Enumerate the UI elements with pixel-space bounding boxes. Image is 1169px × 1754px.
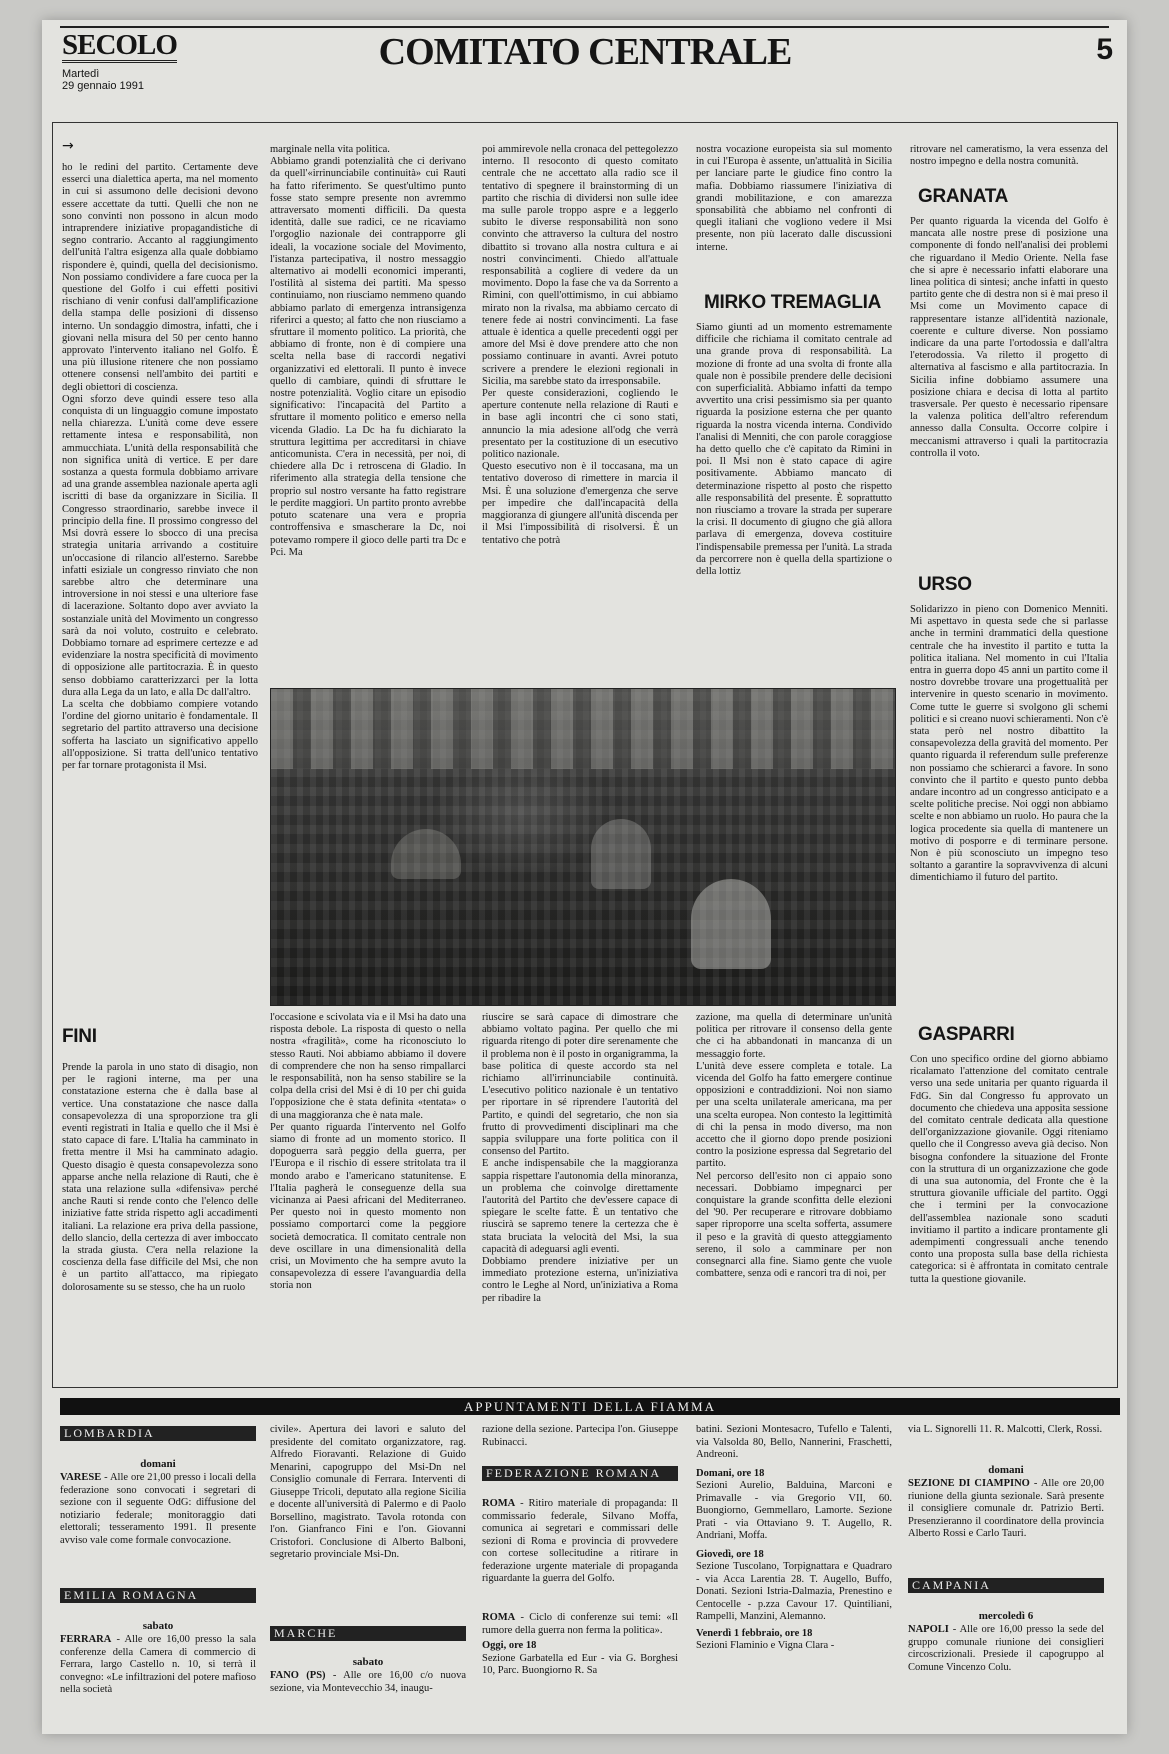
- continued-arrow-icon: →: [62, 138, 74, 154]
- appt-when: Venerdì 1 febbraio, ore 18: [696, 1627, 813, 1639]
- appt-text: - Alle ore 16,00 presso la sala conferenze della Camera di commercio di Ferrara, largo Castello n. 10, si terrà il convegno: «Le infiltrazioni del potere mafioso nella società: [60, 1634, 256, 1695]
- appt-text: - Ritiro materiale di propaganda: Il commissario federale, Silvano Moffa, comunica ai segretari e commissari delle sezioni di Roma e provincia di provvedere con cortese sollecitudine a ritirare in federazione urgente materiale di propaganda riguardante la guerra del Golfo.: [482, 1498, 678, 1584]
- article-column-3b: [482, 1012, 678, 1380]
- article-column-5-gasparri: [910, 1054, 1108, 1380]
- issue-date: [62, 68, 144, 92]
- appt-lombardia: [60, 1472, 256, 1582]
- appt-text: - Alle ore 16,00 presso la sede del gruppo comunale riunione dei consiglieri circoscrizionali. Presiede il capogruppo al Comune Vincenzo Colu.: [908, 1624, 1104, 1673]
- subhead-tremaglia: MIRKO TREMAGLIA: [704, 292, 882, 313]
- day-label: mercoledì 6: [978, 1610, 1034, 1622]
- article-col3b-text: riuscire se sarà capace di dimostrare che abbiamo voltato pagina. Per quello che mi riguarda ritengo di poter dire serenamente che il problema non è il posto in organigramma, la base politica di queste accordo sta nel richiamo all'irrinunciabile continuità. L'esecutivo politico nazionale è un tentativo per riportare in sé riprendere l'autorità del Partito, e quindi del segretario, che non sia frutto di provvedimenti disciplinari ma che sappia sviluppare una forte politica con il consenso del Partito. E anche indispensabile che la maggioranza sappia rispettare l'autonomia della minoranza, un problema che coinvolge direttamente l'autorità del Partito che dev'essere capace di spiegare le scelte fatte. È un tentativo che riuscirà se sapremo tenere la certezza che è stata bruciata la velocità del Msi, la sua capacità di adeguarsi agli eventi. Dobbiamo prendere iniziative per un immediato protezione esterna, un'iniziativa contro le Leghe al Nord, un'iniziativa a Roma per ribadire la: [482, 1012, 678, 1304]
- appt-place: ROMA: [482, 1498, 516, 1509]
- article-col4-text: nostra vocazione europeista sia sul momento in cui l'Europa è assente, un'attualità in Sicilia per lanciare parte le giudice fino contro la mafia. Dobbiamo riassumere l'iniziativa di grandi mobilitazione, e con amarezza sponsabilità che abbiamo nel confronti di quegli italiani che vogliono vedere il Msi presente, non più lacerato dalle discussioni interne.: [696, 144, 892, 253]
- appt-place: ROMA: [482, 1612, 516, 1623]
- appt-place: FERRARA: [60, 1634, 112, 1645]
- article-col1-text: ho le redini del partito. Certamente deve esserci una dialettica aperta, ma nel momento in cui si assumono delle decisioni devono essere accettate da tutti. Quelli che non ne sono convinti non possono in alcun modo intraprendere iniziative propagandistiche di segno contrario. Accanto al raggiungimento dell'unità l'altra esigenza alla quale dobbiamo rispondere è, quindi, quella del decisionismo. Non possiamo condividere a fare cuoca per la questione del Golfo i cui effetti positivi rischiano di venir confusi dall'amplificazione della stampa delle posizioni di dissenso interno. Un sondaggio dimostra, infatti, che i giovani nella misura del 50 per cento hanno approvato l'intervento italiano nel Golfo. È una più illusione ritenere che non possiamo ottenere consensi nell'ambito dei partiti e degli obiettori di coscienza. Ogni sforzo deve quindi essere teso alla conquista di un linguaggio comune impostato nella chiarezza. L'unità come deve essere rettamente intesa e responsabilità, non ammucchiata. L'unità della responsabilità che non significa unità di vertice. E per dare sostanza a questa formula dobbiamo arrivare ad una grande assemblea nazionale aperta agli iscritti di base da organizzare in Sicilia. Il Congresso straordinario, sarebbe invece il principio della fine. Il prossimo congresso del Msi dovrà essere lo sbocco di una precisa strategia unitaria arrivando a costituire un'occasione di rilancio all'esterno. Sarebbe infatti esiziale un congresso rinviato che non sarebbe altro che determinare una introversione in noi stessi e una ulteriore fase di lacerazione. Soltanto dopo aver avviato la sostanziale unità del Movimento un congresso sarà da noi voluto, costruito e celebrato. Dobbiamo tornare ad esprimere certezze e ad evidenziare la nostra specificità di movimento di opposizione alle partitocrazia. È in questo senso dobbiamo caratterizzarci per la lotta dura alla Lega da un lato, e alla Dc dall'altro. La scelta che dobbiamo compiere votando l'ordine del giorno unitario è fondamentale. Il segretario del partito attraverso una decisione sofferta ha lasciato un significativo appello all'opposizione. Si tratta dell'unico tentativo per far tornare protagonista il Msi.: [62, 162, 258, 771]
- section-title: COMITATO CENTRALE: [378, 31, 792, 73]
- appt-when: Giovedì, ore 18: [696, 1548, 764, 1560]
- article-column-5-granata: [910, 216, 1108, 562]
- photo-figure: [391, 829, 461, 879]
- region-federazione-romana: FEDERAZIONE ROMANA: [482, 1466, 678, 1481]
- article-col4b-text: Siamo giunti ad un momento estremamente difficile che richiama il comitato centrale ad una grande prova di responsabilità. La mozione di fronte ad una svolta di fronte alla quale non è possibile prendere delle decisioni con superficialità. Abbiamo infatti da tempo avvertito una crisi pessimismo sia per quanto riguarda la posizione esterna che per quanto riguarda la nostra vicenda interna. Condivido l'analisi di Menniti, che con parole coraggiose ha detto quello che c'è capitato da Rimini in poi. Il Msi non è stato capace di agire positivamente. Abbiamo mancato di determinazione rispetto al posto che rispetto alle responsabilità del presente. È soprattutto non riusciamo a trovare la strada per superare la crisi. Il documento di giugno che già allora parlava di emergenza, doveva costituire l'indispensabile premessa per l'unità. La strada da percorrere non è quella della spartizione o della lottiz: [696, 322, 892, 578]
- day-label: domani: [988, 1464, 1024, 1476]
- appt-col2: [270, 1424, 466, 1620]
- article-column-5-top: [910, 144, 1108, 184]
- subhead-granata: GRANATA: [918, 186, 1009, 207]
- article-col5-granata-text: Per quanto riguarda la vicenda del Golfo è mancata alle nostre prese di posizione una componente di fondo nell'analisi dei problemi che riguardano il Medio Oriente. Nella fase che si apre è necessario infatti elaborare una linea politica di sintesi; anche infatti in questo partito gente che di destra non si è mai preso il Msi come un Movimento capace di rappresentare istanze all'identità nazionale, coerente e culture diverse. Non possiamo indicare da una parte l'ortodossia e dall'altra l'eterodossia. Va riletto il progetto di alternativa al fascismo e alla partitocrazia. In Sicilia infine dobbiamo assumere una posizione chiara e decisa di lotta al partito trasversale. Per questo è necessario ripensare la valenza politica dell'altro referendum annesso dalla Consulta. Occorre colpire i meccanismi attraverso i quali la partitocrazia controlla il voto.: [910, 216, 1108, 459]
- article-column-5-urso: [910, 604, 1108, 1016]
- appt-text: civile». Apertura dei lavori e saluto del presidente del comitato organizzatore, rag. Alfredo Fioravanti. Relazione di Guido Menarini, capogruppo del Msi-Dn nel Consiglio comunale di Ferrara. Interventi di Giuseppe Tricoli, deputato alla regione Sicilia e docente all'università di Palermo e di Paolo Borsellino, magistrato. Tavola rotonda con l'on. Gianfranco Fini e l'on. Giovanni Cristofori. Conclusione di Alberto Balboni, segretario provinciale Msi-Dn.: [270, 1424, 466, 1560]
- appt-when: Domani, ore 18: [696, 1467, 765, 1479]
- article-col1b-text: Prende la parola in uno stato di disagio, non per le ragioni interne, ma per una constatazione esterna che è dalla base al vertice. Una constatazione che nasce dalla consapevolezza di una sproporzione tra gli eventi registrati in Italia e quello che il Msi è stato capace di fare. L'Italia ha camminato in fretta mentre il Msi ha camminato adagio. Questo disagio è questa consapevolezza sono apparse anche nella relazione di Rauti, che è stata una relazione sulla «difensiva» perché anche Rauti si rende conto che l'elenco delle iniziative fatte strida rispetto agli accadimenti italiani. La relazione era priva della passione, dello slancio, della certezza di aver imboccato la strada giusta. C'era nella relazione la coscienza della fase difficile del Msi, che non è un partito all'attacco, ma ripiegato dolorosamente su se stesso, che ha un ruolo: [62, 1062, 258, 1293]
- article-column-1b: [62, 1062, 258, 1380]
- photo-figure: [691, 879, 771, 969]
- assembly-photo: [270, 688, 896, 1006]
- appt-text: Sezione Garbatella ed Eur - via G. Borghesi 10, Parc. Buongiorno R. Sa: [482, 1652, 678, 1676]
- appt-roma-conferenze: [482, 1612, 678, 1710]
- article-column-4c: [696, 1012, 892, 1380]
- appt-text: - Alle ore 21,00 presso i locali della federazione sono convocati i segretari di sezione con il seguente OdG: diffusione del notiziario federale; monitoraggio dati elettorali; tesseramento 1991. Il presente avviso vale come formale convocazione.: [60, 1472, 256, 1546]
- appt-when: Oggi, ore 18: [482, 1640, 537, 1651]
- issue-day: Martedì: [62, 68, 100, 80]
- article-col4c-text: zazione, ma quella di determinare un'unità politica per ritrovare il consenso della gente che ci ha abbandonati in mancanza di un messaggio forte. L'unità deve essere completa e totale. La vicenda del Golfo ha fatto emergere continue opposizioni e contraddizioni. Noi non siamo per una scelta unilaterale americana, ma per una scelta europea. Non contesto la legittimità di chi la pensa in modo diverso, ma non accetto che il giorno dopo prende posizioni contro la posizione espressa dal Segretario del partito. Nel percorso dell'esito non ci appaio sono necessari. Dobbiamo impegnarci per conquistare la grande sconfitta delle elezioni del '90. Per recuperare e ritrovare dobbiamo saper riproporre una scelta sofferta, assumere il peso e la gravità di questo atteggiamento sereno, il solo a camminare per non consegnarci alla fine. Siamo gente che vuole combattere, senza odi e rancori tra di noi, per: [696, 1012, 892, 1280]
- article-col3-text: poi ammirevole nella cronaca del pettegolezzo interno. Il resoconto di questo comitato centrale che ne accettato alla radio sce il tentativo di spegnere il brainstorming di un partito che rischia di dividersi non sulle idee ma sulle parole troppo aspre e a leggerlo subito le diverse responsabilità non sono convinto che attraverso la cultura del nostro dibattito si trovano alla nostra cultura e ai nostri convincimenti. Chiedo all'attuale responsabilità a cogliere di vedere da un movimento. Dopo la fase che va da Sorrento a Rimini, con quell'ottimismo, in cui abbiamo mirato non la rivalsa, ma abbiamo cercato di tenere fede ai nostri convincimenti. La fase attuale è identica a quelle precedenti oggi per amore del Msi è dove prendere atto che non possiamo continuare in avanti. Avrei potuto scrivere a prendere le elezioni regionali in Sicilia, ma sarebbe stato da irresponsabile. Per queste considerazioni, cogliendo le aperture contenute nella relazione di Rauti e in base agli incontri che ci sono stati, annuncio la mia adesione all'odg che verrà presentato per la costituzione di un esecutivo politico nazionale. Questo esecutivo non è il toccasana, ma un tentativo doveroso di rimettere in marcia il Msi. È una soluzione d'emergenza che serve per impedire che dall'incapacità della maggioranza di giungere all'unità discenda per il Msi l'impossibilità di risolversi. È un tentativo che potrà: [482, 144, 678, 546]
- appt-text: - Alle ore 16,00 c/o nuova sezione, via Montevecchio 34, inaugu-: [270, 1670, 466, 1694]
- appt-text: - Alle ore 20,00 riunione della giunta sezionale. Sarà presente il consigliere comunale dr. Patrizio Berti. Presenzieranno il coordinatore della provincia Alberto Rossi e Carlo Tauri.: [908, 1478, 1104, 1539]
- day-label: domani: [140, 1458, 176, 1470]
- article-col5-gasparri-text: Con uno specifico ordine del giorno abbiamo ricalamato l'attenzione del comitato centrale verso una sede unitaria per quanto riguarda il FdG. Sin dal Congresso fu approvato un documento che chiedeva una apposita sessione del comitato centrale dedicata alla questione dell'organizzazione giovanile. Oggi riteniamo quello che il Congresso aveva già deciso. Non bisogna confondere la situazione del Fronte con la struttura di un organizzazione che gode di una sua autonomia, del Fronte che è la struttura giovanile ufficiale del partito. Oggi che i termini per la convocazione dell'assemblea nazionale sono scaduti invitiamo il partito a indicare prontamente gli adempimenti congressuali anche tenendo conto una proposta sulla base della richiesta categorica: si è affrontata in comitato centrale tutta la questione giovanile.: [910, 1054, 1108, 1285]
- appt-roma: [482, 1498, 678, 1608]
- issue-full-date: 29 gennaio 1991: [62, 80, 144, 92]
- appt-text: batini. Sezioni Montesacro, Tufello e Talenti, via Valsolda 80, Bello, Nannerini, Fraschetti, Andreoni.: [696, 1424, 892, 1460]
- header-rule: [60, 26, 1109, 28]
- subhead-fini: FINI: [62, 1026, 97, 1047]
- appt-text: - Ciclo di conferenze sui temi: «Il rumore della guerra non ferma la politica».: [482, 1612, 678, 1636]
- appt-col5-top: [908, 1424, 1104, 1454]
- page-number: 5: [1096, 33, 1113, 66]
- appt-ferrara: [60, 1634, 256, 1710]
- article-col2b-text: l'occasione e scivolata via e il Msi ha dato una risposta debole. La risposta di questo o nella nostra «fragilità», come ha riconosciuto lo stesso Rauti. Noi abbiamo abbiamo il dovere di comprendere che non ha senso rimpallarci le responsabilità, non ha senso stabilire se la colpa della crisi del Msi è di 10 per chi guida l'opposizione che è stata definita «tentata» o di una maggioranza che è nata male. Per quanto riguarda l'intervento nel Golfo siamo di fronte ad un momento storico. Il dopoguerra sarà peggio della guerra, per l'Europa e il rischio di essere stritolata tra il mondo arabo e l'americano statunitense. E l'Italia pagherà le conseguenze della sua vicinanza ai Paesi africani del Mediterraneo. Per questo noi in questo momento non possiamo comportarci come la peggiore società democratica. Il comitato centrale non deve oscillare in una dimensionalità della crisi, un Movimento che ha sempre avuto la consapevolezza di essere l'avanguardia della storia non: [270, 1012, 466, 1292]
- appt-text: razione della sezione. Partecipa l'on. Giuseppe Rubinacci.: [482, 1424, 678, 1448]
- region-lombardia: LOMBARDIA: [60, 1426, 256, 1441]
- article-column-2b: [270, 1012, 466, 1380]
- photo-figure: [591, 819, 651, 889]
- appt-text: Sezioni Flaminio e Vigna Clara -: [696, 1640, 835, 1651]
- appt-place: VARESE: [60, 1472, 102, 1483]
- region-marche: MARCHE: [270, 1626, 466, 1641]
- article-col5-urso-text: Solidarizzo in pieno con Domenico Menniti. Mi aspettavo in questa sede che si parlasse anche in termini drammatici della questione centrale che ha investito il partito e tutta la politica italiana. Nel momento in cui l'Italia entra in guerra dopo 45 anni un partito come il nostro dovrebbe trovare una progettualità per intervenire in questo scenario in movimento. Come tutte le guerre si svolgono gli schemi politici e si creano nuovi schieramenti. Non c'è stata però nel nostro dibattito la consapevolezza della gravità del momento. Per quanto riguarda il referendum sulle preferenze non possiamo che schierarci a favore. In sono convinto che il partito e questo punto debba andare incontro ad un congresso anticipato e a scelte politiche precise. Noi oggi non abbiamo scelte e non abbiamo un ruolo. Ho paura che la logica procedente sia quella di mantenere un motivo di posporre e di terminare persone. Non è più sconosciuto un impegno teso soltanto a garantire la sopravvivenza di alcuni dimentichiamo il futuro del partito.: [910, 604, 1108, 884]
- article-column-2: [270, 144, 466, 682]
- region-emilia-romagna: EMILIA ROMAGNA: [60, 1588, 256, 1603]
- appt-fano: [270, 1670, 466, 1710]
- appt-text: via L. Signorelli 11. R. Malcotti, Clerk, Rossi.: [908, 1424, 1103, 1435]
- article-column-4: [696, 144, 892, 278]
- appt-place: NAPOLI: [908, 1624, 949, 1635]
- region-campania: CAMPANIA: [908, 1578, 1104, 1593]
- appt-col3-top: [482, 1424, 678, 1454]
- article-column-1: [62, 162, 258, 1010]
- appt-place: SEZIONE DI CIAMPINO: [908, 1478, 1030, 1489]
- photo-windows: [271, 689, 895, 769]
- masthead: SECOLO: [62, 29, 177, 61]
- subhead-urso: URSO: [918, 574, 972, 595]
- appointments-banner: APPUNTAMENTI DELLA FIAMMA: [60, 1398, 1120, 1415]
- appt-text: Sezioni Aurelio, Balduina, Marconi e Primavalle - via Gregorio VII, 60. Buongiorno, Gemmellaro, Lamorte. Sezione Prati - via Ottaviano 9. T. Augello, R. Andriani, Moffa.: [696, 1480, 892, 1541]
- appt-napoli: [908, 1624, 1104, 1710]
- article-column-3: [482, 144, 678, 682]
- appt-place: FANO (PS): [270, 1670, 326, 1681]
- appt-col4: [696, 1424, 892, 1710]
- subhead-gasparri: GASPARRI: [918, 1024, 1015, 1045]
- appt-ciampino: [908, 1478, 1104, 1574]
- appt-text: Sezione Tuscolano, Torpignattara e Quadraro - via Acca Larentia 28. T. Augello, Buffo, Donati. Sezioni Istria-Dalmazia, Prenestino e Centocelle - p.zza Cavour 17. Quintiliani, Rampelli, Manzini, Alemanno.: [696, 1561, 892, 1622]
- article-col2-text: marginale nella vita politica. Abbiamo grandi potenzialità che ci derivano da quell'«irrinunciabile continuità» cui Rauti ha fatto riferimento. Se quest'ultimo punto fosse stato sempre presente non avremmo attraversato momenti difficili. Da questa identità, dalle sue radici, ce ne ricaviamo l'orgoglio nazionale dei contrapporre gli ideali, la vocazione sociale del Movimento, l'istanza partecipativa, il nostro messaggio alternativo ai modelli economici imperanti, l'ostilità al sistema dei partiti. Ma spesso continuiamo, non riusciamo nemmeno quando abbiamo parlato di emergenza intransigenza riferirci a questo; al fatto che non riusciamo a sfruttare il momento politico. La priorità, che abbiamo di fronte, non è di compiere una scelta nella base di raccordi negativi organizzativi ed elettorali. Il punto è invece quello di cambiare, quindi di sfruttare le nostre potenzialità. Voglio citare un episodio significativo: l'incapacità del Partito a sfruttare il momento politico e emerso nella vicenda Gladio. La Dc ha fu dichiarato la struttura legittima per accreditarsi in chiave anticomunista. C'era in necessità, per noi, di chiedere alla Dc i retroscena di Gladio. In riferimento alla strategia della tensione che proprio sul nostro versante ha fatto registrare le perdite maggiori. Un partito pronto avrebbe potuto scatenare una vera e propria controffensiva e smascherare la Dc, noi potevamo rompere il gioco delle parti tra Dc e Pci. Ma: [270, 144, 466, 558]
- day-label: sabato: [142, 1620, 174, 1632]
- article-col5-top-text: ritrovare nel cameratismo, la vera essenza del nostro impegno e della nostra comunità.: [910, 144, 1108, 168]
- article-column-4b: [696, 322, 892, 682]
- day-label: sabato: [352, 1656, 384, 1668]
